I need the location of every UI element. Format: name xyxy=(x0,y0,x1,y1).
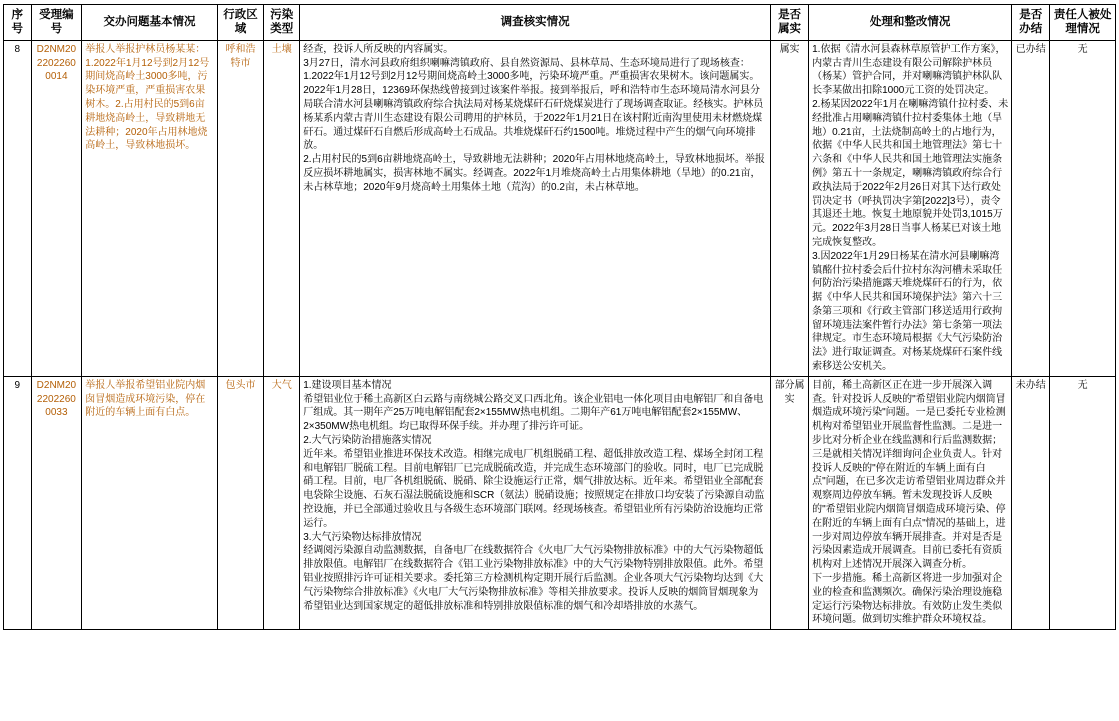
header-pollution-type: 污染类型 xyxy=(264,5,300,41)
investigation-paragraph: 1.建设项目基本情况 xyxy=(303,379,392,391)
investigation-paragraph: 近年来。希望铝业推进环保技术改造。相继完成电厂机组脱硝工程、超低排放改造工程、煤场全封闭工程和电解铝厂脱硫工程。目前电解铝厂已完成脱硫改造，并完成生态环境部门的验收。同时，电厂已完成脱硝工程。目前，电厂各机组脱硫、脱硝、除尘设施运行正常，烟气排放达标。近年来。希望铝业全部配套电袋除尘设施、石灰石湿法脱硫设施和SCR（氨法）脱硝设施；按照规定在排放口均安装了污染源自动监控设施，并已全部通过验收且与各级生态环境部门联网。经现场核查。希望铝业所有污染防治设施均正常运行。 xyxy=(303,448,765,529)
cell-accept-code: D2NM2022022600014 xyxy=(31,40,82,376)
cell-region: 包头市 xyxy=(217,376,264,629)
header-responsible: 责任人被处理情况 xyxy=(1050,5,1116,41)
header-region: 行政区域 xyxy=(217,5,264,41)
header-basic-situation: 交办问题基本情况 xyxy=(82,5,217,41)
header-is-true: 是否属实 xyxy=(771,5,809,41)
cell-basic-situation: 举报人举报护林员杨某某：1.2022年1月12号到2月12号期间烧高岭土3000多吨，污染环境严重，严重损害农果树木。2.占用村民的5到6亩耕地烧高岭土，导致耕地无法耕种；2020年占用林地烧高岭土，导致林地损坏。 xyxy=(82,40,217,376)
investigation-paragraph: 希望铝业位于稀土高新区白云路与南绕城公路交叉口西北角。该企业铝电一体化项目由电解铝厂和自备电厂组成。其一期年产25万吨电解铝配套2×155MW热电机组。二期年产61万吨电解铝配套2×155MW、2×350MW热电机组。均已取得环保手续。并办理了排污许可证。 xyxy=(303,393,764,433)
header-seq: 序号 xyxy=(4,5,32,41)
cell-basic-situation: 举报人举报希望铝业院内烟囱冒烟造成环境污染，停在附近的车辆上面有白点。 xyxy=(82,376,217,629)
header-is-done: 是否办结 xyxy=(1012,5,1050,41)
handling-paragraph: 下一步措施。稀土高新区将进一步加强对企业的检查和监测频次。确保污染治理设施稳定运行污染物达标排放。有效防止发生类似环境问题。做到切实维护群众环境权益。 xyxy=(812,573,1003,626)
cell-accept-code: D2NM2022022600033 xyxy=(31,376,82,629)
cell-seq: 9 xyxy=(4,376,32,629)
cell-handling xyxy=(809,376,1012,629)
table-row xyxy=(4,40,1116,376)
cell-investigation xyxy=(300,40,771,376)
handling-paragraph: 3.因2022年1月29日杨某在清水河县喇嘛湾镇酩什拉村委会后什拉村东沟河槽未采取任何防治污染措施露天堆烧煤矸石的行为，依据《中华人民共和国环境保护法》第六十三条第三项和《行政主管部门移送适用行政拘留环境违法案件暂行办法》第七条第一项法律规定。市生态环境局根据《大气污染防治法》进行取证调查。对杨某烧煤矸石案件线索移送公安机关。 xyxy=(812,250,1003,373)
investigation-paragraph: 3.大气污染物达标排放情况 xyxy=(303,531,422,543)
cell-seq: 8 xyxy=(4,40,32,376)
cell-is-true: 部分属实 xyxy=(771,376,809,629)
header-investigation: 调查核实情况 xyxy=(300,5,771,41)
investigation-paragraph: 1.2022年1月12号到2月12号期间烧高岭土3000多吨，污染环境严重。严重损害农果树木。该问题属实。2022年1月28日，12369环保热线曾接到过该案件举报。接到举报后，呼和浩特市生态环境局清水河县分局联合清水河县喇嘛湾镇政府综合执法局对杨某烧煤矸石矸烧煤炭进行了现场调查取证。经核实。护林员杨某系内蒙古青川生态建设有限公司聘用的护林员，于2022年1月21日在该村附近南沟里使用未材燃烧煤矸石。通过煤矸石自燃后形成高岭土石成品。共堆烧煤矸石约1500吨。堆烧过程中产生的烟气向环境排放。 xyxy=(303,71,764,152)
header-accept-code: 受理编号 xyxy=(31,5,82,41)
cell-pollution-type: 土壤 xyxy=(264,40,300,376)
investigation-paragraph: 经查，投诉人所反映的内容属实。 xyxy=(303,43,454,55)
handling-paragraph: 目前，稀土高新区正在进一步开展深入调查。针对投诉人反映的"希望铝业院内烟筒冒烟造成环境污染"问题。一是已委托专业检测机构对希望铝业开展监督性监测。二是进一步比对分析企业在线监测和行后监测数据；三是就相关情况详细询问企业负责人。针对投诉人反映的"停在附近的车辆上面有白点"问题，在已多次走访希望铝业周边群众并观察周边停放车辆。暂未发现投诉人反映的"希望铝业院内烟筒冒烟造成环境污染、停在附近的车辆上面有白点"情况的基础上，进一步对周边停放车辆开展排查。并对是否是污染因素造成开展调查。目前已委托有资质机构对上述情况开展深入调查分析。 xyxy=(812,379,1006,571)
header-handling: 处理和整改情况 xyxy=(809,5,1012,41)
cell-is-done: 已办结 xyxy=(1012,40,1050,376)
investigation-paragraph: 经调阅污染源自动监测数据，自备电厂在线数据符合《火电厂大气污染物排放标准》中的大气污染物超低排放限值。电解铝厂在线数据符合《铝工业污染物排放标准》中的大气污染物特别排放限值。此外。希望铝业按照排污许可证相关要求。委托第三方检测机构定期开展行后监测。企业各项大气污染物均达到《大气污染物综合排放标准》《火电厂大气污染物排放标准》等相关排放要求。投诉人反映的烟筒冒烟现象为希望铝业达到国家规定的超低排放标准和特别排放限值标准的烟气和冷却塔排放的水蒸气。 xyxy=(303,545,764,612)
table-row xyxy=(4,376,1116,629)
cell-responsible: 无 xyxy=(1050,40,1116,376)
cell-responsible: 无 xyxy=(1050,376,1116,629)
cell-region: 呼和浩特市 xyxy=(217,40,264,376)
investigation-paragraph: 2.大气污染防治措施落实情况 xyxy=(303,435,432,447)
cell-pollution-type: 大气 xyxy=(264,376,300,629)
cell-handling xyxy=(809,40,1012,376)
investigation-paragraph: 3月27日，清水河县政府组织喇嘛湾镇政府、县自然资源局、县林草局、生态环境局进行了现场核查： xyxy=(303,57,750,69)
cell-investigation xyxy=(300,376,771,629)
handling-paragraph: 1.依据《清水河县森林草原管护工作方案》，内蒙古青川生态建设有限公司解除护林员（杨某）管护合同，并对喇嘛湾镇护林队队长李某做出扣除1000元工资的处罚决定。 xyxy=(812,43,1006,97)
cell-is-done: 未办结 xyxy=(1012,376,1050,629)
cell-is-true: 属实 xyxy=(771,40,809,376)
table-header-row xyxy=(4,5,1116,41)
handling-paragraph: 2.杨某因2022年1月在喇嘛湾镇什拉村委、未经批准占用喇嘛湾镇什拉村委集体土地（旱地）0.21亩，土法烧制高岭土的占地行为，依据《中华人民共和国土地管理法》第七十六条和《中华人民共和国土地管理法实施条例》第五十一条规定，喇嘛湾镇政府综合行政执法局于2022年2月26日对其下达行政处罚决定书（呼执罚决字第[2022]3号），责令其退还土地。恢复土地原貌并处罚3,1015万元。2022年3月28日当事人杨某已对该土地完成恢复整改。 xyxy=(812,98,1009,248)
inspection-report-table xyxy=(3,4,1116,630)
investigation-paragraph: 2.占用村民的5到6亩耕地烧高岭土，导致耕地无法耕种；2020年占用林地烧高岭土，导致林地损坏。举报反应损坏耕地属实，损害林地不属实。经调查。2022年1月堆烧高岭土占用集体耕地（旱地）的0.21亩，未占林草地；2020年9月烧高岭土用集体土地（荒沟）的0.2亩，未占林草地。 xyxy=(303,154,765,193)
